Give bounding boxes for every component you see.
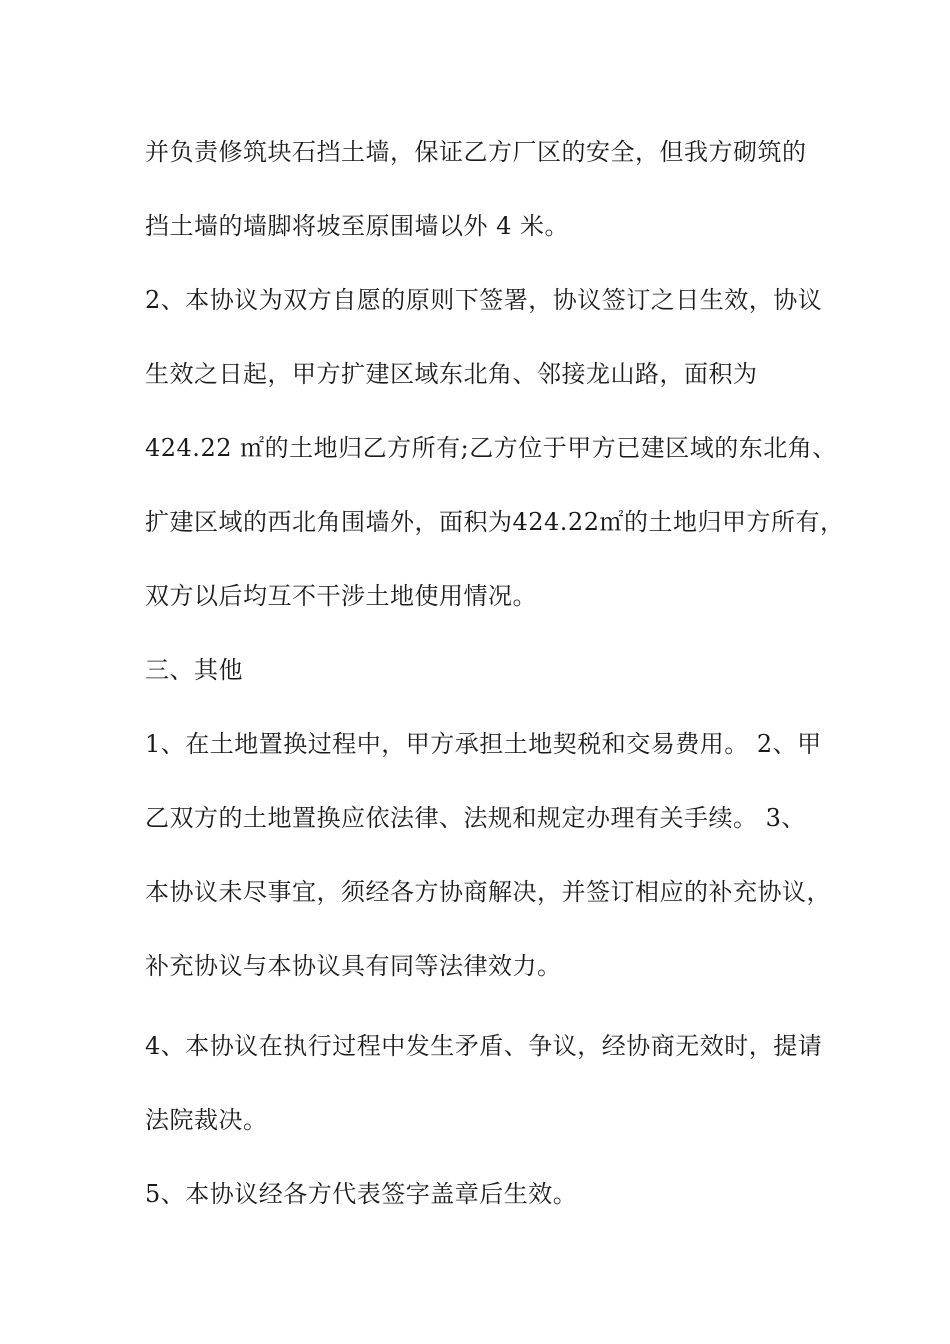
text-line: 1、在土地置换过程中，甲方承担土地契税和交易费用。 2、甲 [145, 730, 822, 758]
text-line: 生效之日起，甲方扩建区域东北角、邻接龙山路，面积为 [145, 360, 758, 388]
text-line: 本协议未尽事宜，须经各方协商解决，并签订相应的补充协议， [145, 878, 831, 906]
text-line: 挡土墙的墙脚将坡至原围墙以外 4 米。 [145, 212, 570, 240]
text-line: 5、本协议经各方代表签字盖章后生效。 [145, 1180, 578, 1208]
text-line: 4、本协议在执行过程中发生矛盾、争议，经协商无效时，提请 [145, 1032, 823, 1060]
section-heading: 三、其他 [145, 656, 243, 684]
text-line: 法院裁决。 [145, 1106, 268, 1134]
text-line: 并负责修筑块石挡土墙，保证乙方厂区的安全，但我方砌筑的 [145, 138, 807, 166]
text-line: 2、本协议为双方自愿的原则下签署，协议签订之日生效，协议 [145, 286, 823, 314]
text-line: 双方以后均互不干涉土地使用情况。 [145, 582, 537, 610]
text-line: 扩建区域的西北角围墙外，面积为424.22㎡的土地归甲方所有， [145, 508, 845, 536]
text-line: 424.22 ㎡的土地归乙方所有;乙方位于甲方已建区域的东北角、 [145, 434, 837, 462]
text-line: 补充协议与本协议具有同等法律效力。 [145, 952, 562, 980]
text-line: 乙双方的土地置换应依法律、法规和规定办理有关手续。 3、 [145, 804, 806, 832]
